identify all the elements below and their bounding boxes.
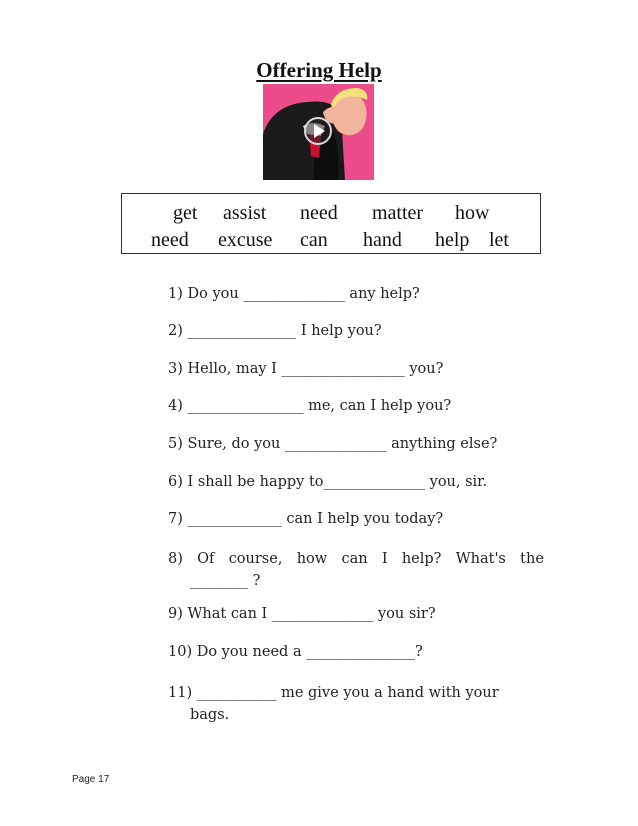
question-1: 1) Do you ______________ any help? [168,286,420,302]
q8-word: help? [401,551,442,567]
question-10: 10) Do you need a _______________? [168,644,423,660]
page-number: Page 17 [72,774,110,785]
cartoon-image [263,84,374,180]
question-3: 3) Hello, may I _________________ you? [168,361,444,377]
word-bank-item: matter [372,202,424,224]
question-5: 5) Sure, do you ______________ anything else? [168,436,498,452]
question-2: 2) _______________ I help you? [168,323,382,339]
play-button-icon[interactable] [303,116,333,146]
word-bank-item: help [435,229,470,251]
q8-word: 8) [168,551,183,567]
q11-line2: bags. [190,707,230,723]
word-bank [121,193,541,254]
page-title: Offering Help [256,58,382,82]
word-bank-item: need [300,202,338,224]
question-7: 7) _____________ can I help you today? [168,511,444,527]
word-bank-item: can [300,229,328,251]
q8-word: Of [197,551,215,567]
q8-word: the [520,551,544,567]
q8-word: course, [228,551,283,567]
question-9: 9) What can I ______________ you sir? [168,606,436,622]
q8-word: can [341,551,368,567]
q8-word: I [381,551,388,567]
question-6: 6) I shall be happy to______________ you, sir. [168,474,488,490]
question-8 [168,548,544,592]
word-bank-item: let [489,229,509,251]
q8-line2: ________ ? [190,573,261,589]
word-bank-item: how [455,202,490,224]
word-bank-item: hand [363,229,402,251]
q11-line1: 11) ___________ me give you a hand with your [168,685,499,701]
q8-word: how [296,551,328,567]
word-bank-item: get [173,202,198,224]
word-bank-item: assist [223,202,267,224]
word-bank-item: need [151,229,189,251]
question-4: 4) ________________ me, can I help you? [168,398,452,414]
word-bank-item: excuse [218,229,273,251]
q8-word: What's [455,551,506,567]
question-11 [168,682,544,726]
